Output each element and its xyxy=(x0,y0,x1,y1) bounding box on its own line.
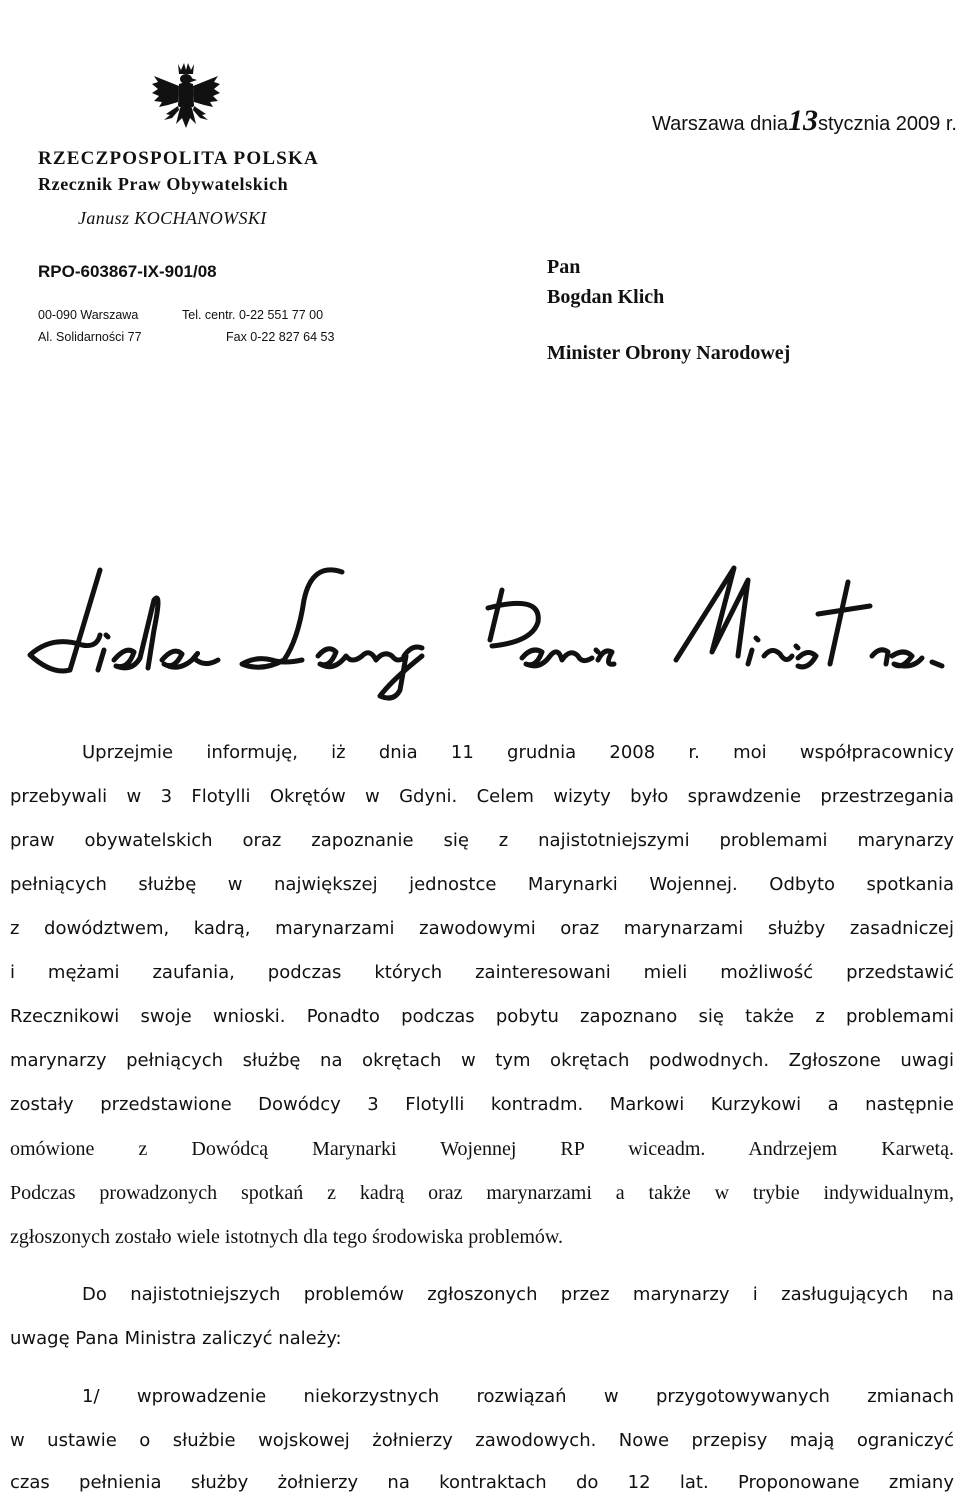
body-line-10: omówione z Dowódcą Marynarki Wojennej RP wiceadm. Andrzejem Karwetą. xyxy=(10,1138,954,1160)
body-line-8: marynarzy pełniących służbę na okrętach w tym okrętach podwodnych. Zgłoszone uwagi xyxy=(10,1050,954,1071)
sender-name: Janusz KOCHANOWSKI xyxy=(78,208,267,228)
body-line-9: zostały przedstawione Dowódcy 3 Flotylli kontradm. Markowi Kurzykowi a następnie xyxy=(10,1094,954,1115)
date-prefix: Warszawa dnia xyxy=(652,113,788,135)
body-line-4: pełniących służbę w największej jednostce Marynarki Wojennej. Odbyto spotkania xyxy=(10,874,954,895)
body-line-1: Uprzejmie informuję, iż dnia 11 grudnia 2008 r. moi współpracownicy xyxy=(82,742,954,763)
body-line-12: zgłoszonych zostało wiele istotnych dla tego środowiska problemów. xyxy=(10,1226,564,1248)
reference-number: RPO-603867-IX-901/08 xyxy=(38,262,217,281)
address-street: Al. Solidarności 77 xyxy=(38,330,142,344)
eagle-emblem-icon xyxy=(150,62,222,140)
body-line-6: i mężami zaufania, podczas których zainteresowani mieli możliwość przedstawić xyxy=(10,962,954,983)
body-line-15: 1/ wprowadzenie niekorzystnych rozwiązań w przygotowywanych zmianach xyxy=(82,1386,954,1407)
body-line-11: Podczas prowadzonych spotkań z kadrą oraz marynarzami a także w trybie indywidualnym, xyxy=(10,1182,954,1204)
body-line-13: Do najistotniejszych problemów zgłoszonych przez marynarzy i zasługujących na xyxy=(82,1284,954,1305)
body-line-3: praw obywatelskich oraz zapoznanie się z najistotniejszymi problemami marynarzy xyxy=(10,830,954,851)
body-line-5: z dowództwem, kadrą, marynarzami zawodowymi oraz marynarzami służby zasadniczej xyxy=(10,918,954,939)
letter-date xyxy=(652,104,957,138)
institution-name: RZECZPOSPOLITA POLSKA xyxy=(38,148,319,169)
address-phone: Tel. centr. 0-22 551 77 00 xyxy=(182,308,324,322)
body-line-14: uwagę Pana Ministra zaliczyć należy: xyxy=(10,1328,342,1349)
recipient-salutation: Pan xyxy=(547,256,581,278)
institution-office: Rzecznik Praw Obywatelskich xyxy=(38,174,289,194)
body-line-2: przebywali w 3 Flotylli Okrętów w Gdyni. Celem wizyty było sprawdzenie przestrzegania xyxy=(10,786,954,807)
body-line-16: w ustawie o służbie wojskowej żołnierzy zawodowych. Nowe przepisy mają ograniczyć xyxy=(10,1430,954,1451)
address-fax: Fax 0-22 827 64 53 xyxy=(226,330,335,344)
body-line-17: czas pełnienia służby żołnierzy na kontraktach do 12 lat. Proponowane zmiany xyxy=(10,1472,954,1493)
recipient-title: Minister Obrony Narodowej xyxy=(547,342,791,364)
address-city: 00-090 Warszawa xyxy=(38,308,139,322)
recipient-name: Bogdan Klich xyxy=(547,286,665,308)
date-suffix: stycznia 2009 r. xyxy=(817,113,957,135)
date-day: 13 xyxy=(787,104,818,137)
handwritten-salutation xyxy=(22,560,960,710)
body-line-7: Rzecznikowi swoje wnioski. Ponadto podczas pobytu zapoznano się także z problemami xyxy=(10,1006,954,1027)
